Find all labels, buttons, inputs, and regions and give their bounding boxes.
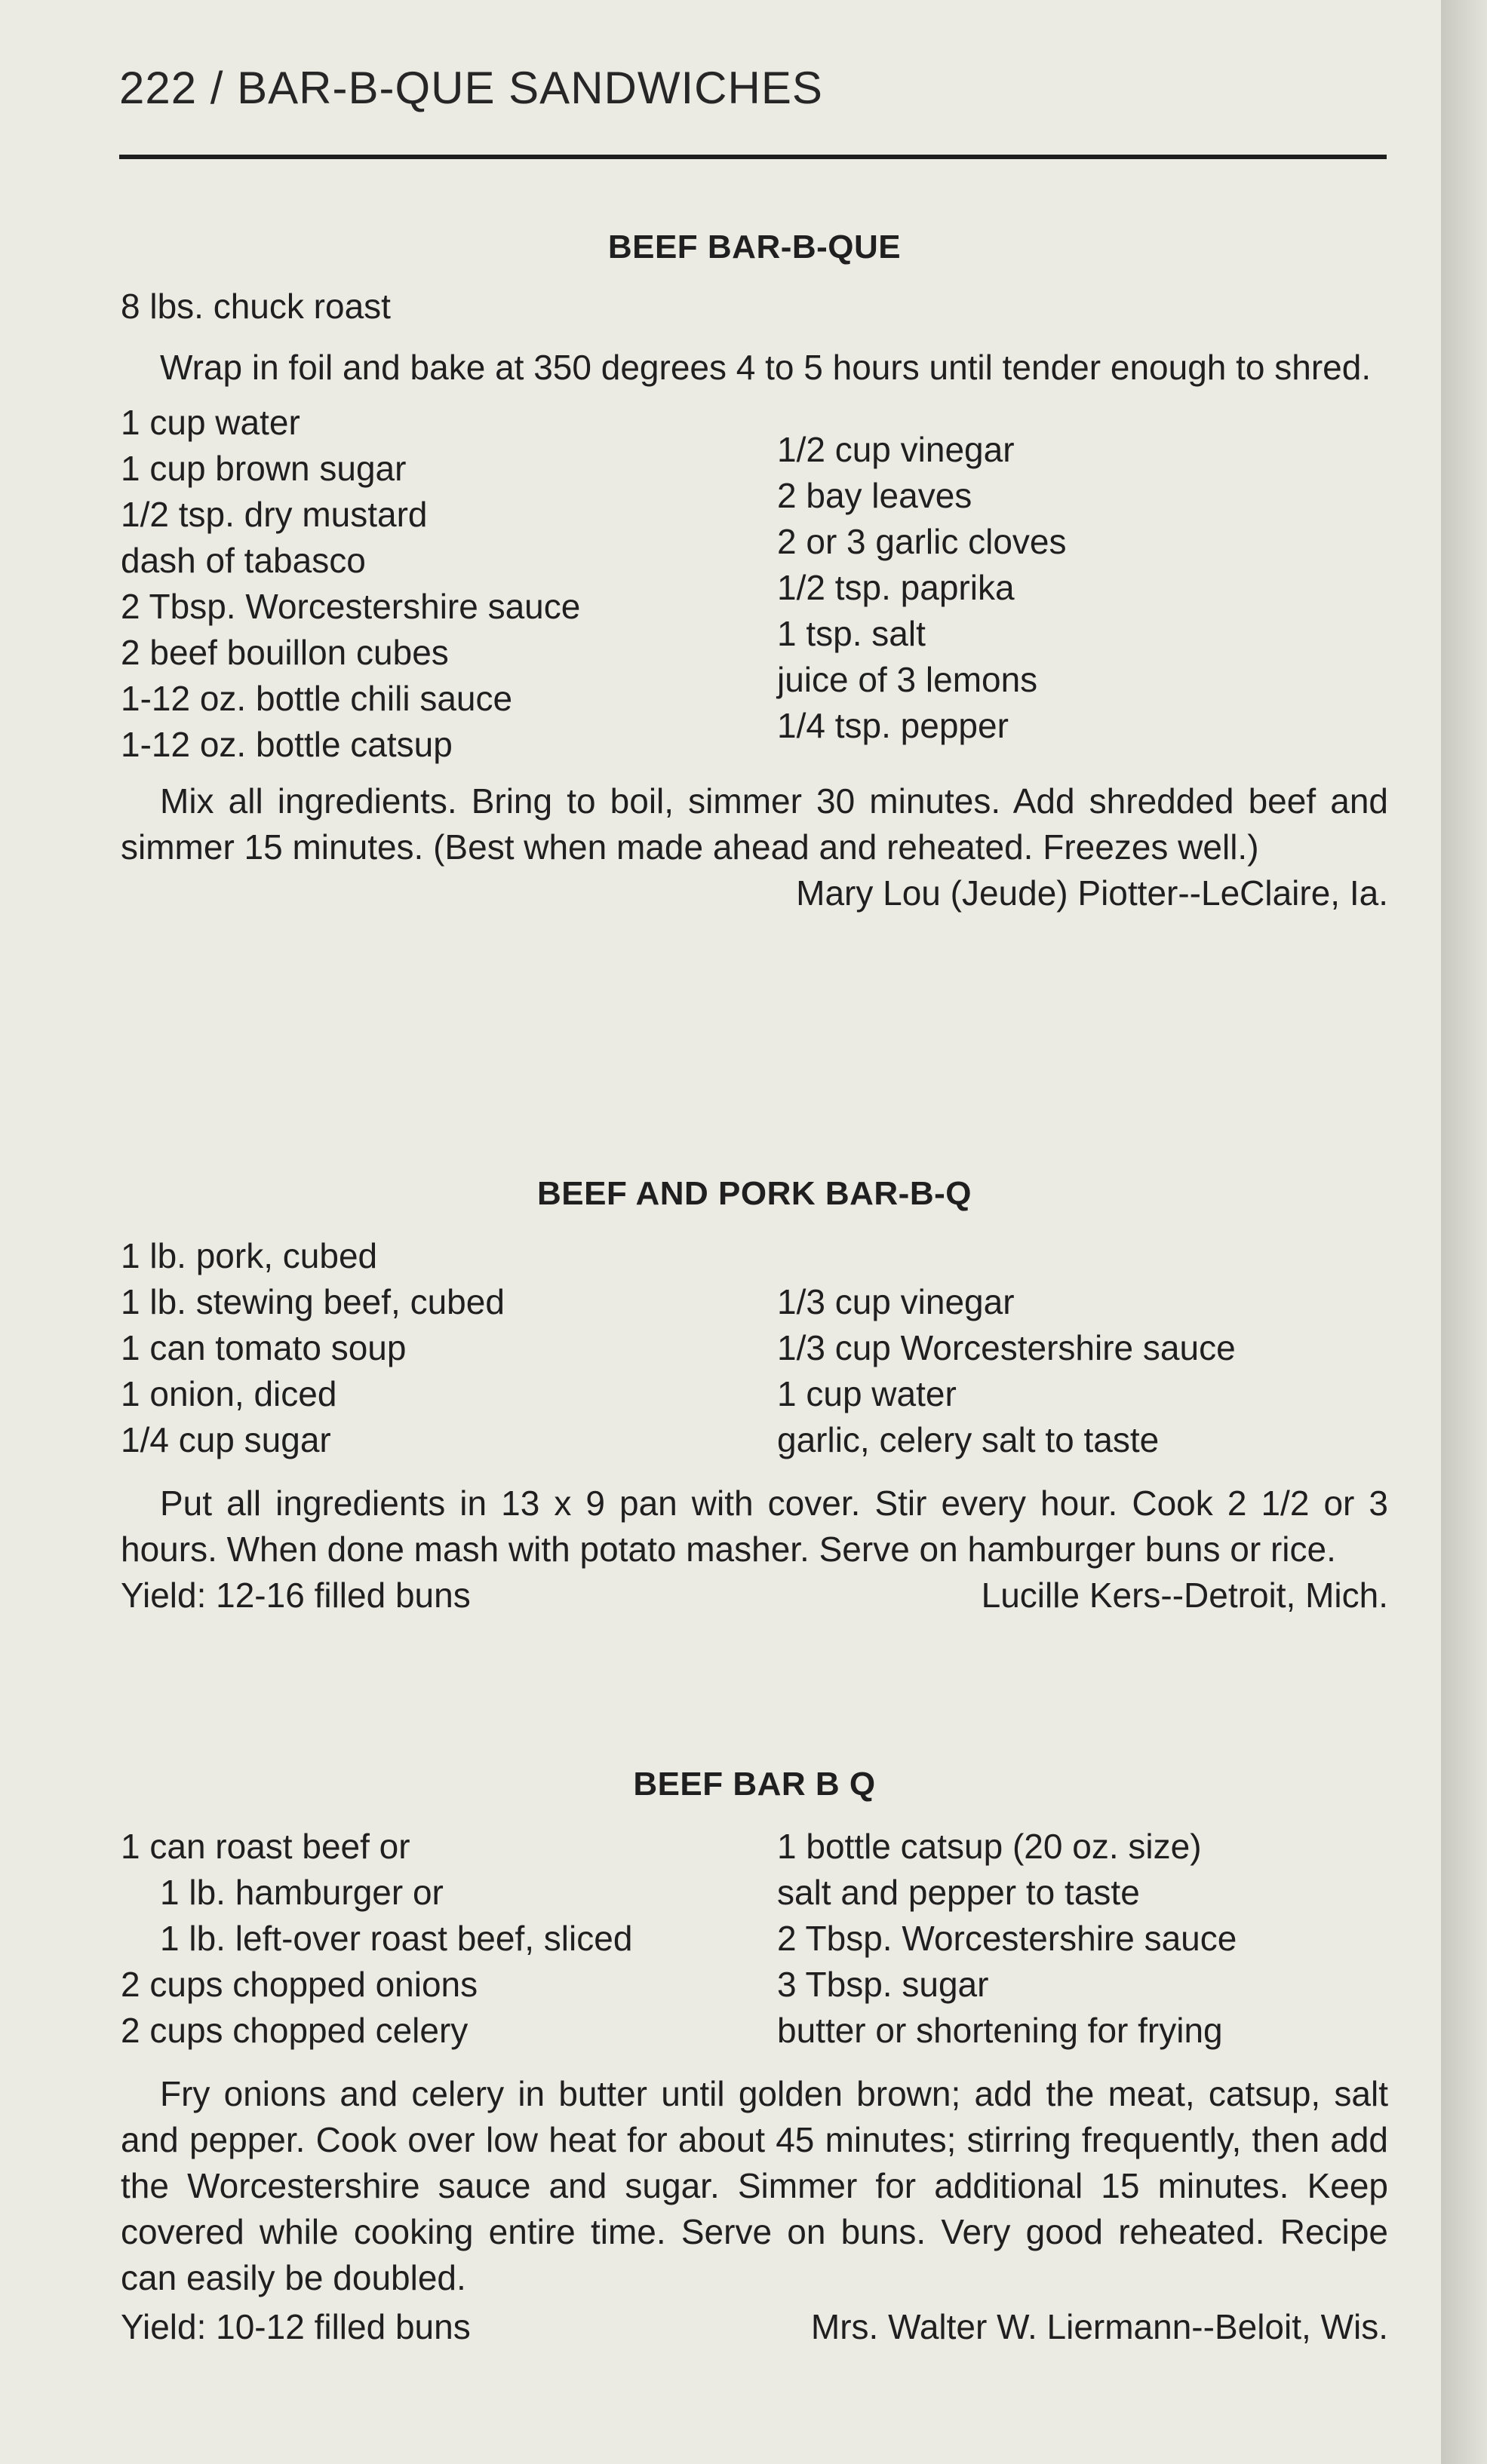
ingredient-line: 2 Tbsp. Worcestershire sauce bbox=[777, 1919, 1237, 1958]
ingredient-line: 1 lb. hamburger or bbox=[160, 1873, 444, 1912]
ingredient-list-left bbox=[121, 1233, 505, 1463]
ingredient-columns bbox=[121, 1233, 1388, 1467]
ingredient-list-left bbox=[121, 400, 580, 768]
ingredient-line: 1 cup water bbox=[777, 1374, 957, 1413]
ingredient-list-right bbox=[777, 1824, 1237, 2054]
ingredient-line: juice of 3 lemons bbox=[777, 660, 1038, 699]
ingredient-line: 1 cup water bbox=[121, 403, 300, 442]
recipe-title: BEEF BAR B Q bbox=[633, 1766, 876, 1803]
recipe-title: BEEF BAR-B-QUE bbox=[607, 229, 902, 265]
running-head: 222 / BAR-B-QUE SANDWICHES bbox=[119, 63, 823, 113]
ingredient-line: 1-12 oz. bottle chili sauce bbox=[121, 679, 513, 718]
ingredient-line: garlic, celery salt to taste bbox=[777, 1420, 1160, 1459]
yield-and-contributor bbox=[121, 2304, 1388, 2350]
ingredient-line: 1 bottle catsup (20 oz. size) bbox=[777, 1827, 1202, 1866]
ingredient-line: 1/4 cup sugar bbox=[121, 1420, 331, 1459]
recipe-instructions: Fry onions and celery in butter until golden brown; add the meat, catsup, salt and pepper. Cook over low heat for about 45 minutes; stirring frequently, then add the Worcestershire sauce and sugar. Simmer for additional 15 minutes. Keep covered while cooking entire time. Serve on buns. Very good reheated. Recipe can easily be doubled. bbox=[121, 2074, 1388, 2297]
ingredient-line: 2 or 3 garlic cloves bbox=[777, 522, 1067, 561]
ingredient-line: 1 tsp. salt bbox=[777, 614, 926, 653]
ingredient-line: 1-12 oz. bottle catsup bbox=[121, 725, 453, 764]
ingredient-line: 1 lb. pork, cubed bbox=[121, 1236, 378, 1275]
ingredient-list-left bbox=[121, 1824, 632, 2054]
recipe-yield: Yield: 10-12 filled buns bbox=[121, 2307, 471, 2346]
contributor: Mrs. Walter W. Liermann--Beloit, Wis. bbox=[810, 2307, 1388, 2346]
ingredient-line: 1/3 cup Worcestershire sauce bbox=[777, 1328, 1236, 1367]
ingredient-line: 1/2 tsp. dry mustard bbox=[121, 495, 428, 534]
ingredient-line: 1 lb. stewing beef, cubed bbox=[121, 1282, 505, 1321]
contributor: Lucille Kers--Detroit, Mich. bbox=[981, 1576, 1388, 1615]
ingredient-line: 2 cups chopped onions bbox=[121, 1965, 478, 2004]
ingredient-line: salt and pepper to taste bbox=[777, 1873, 1140, 1912]
ingredient-line: dash of tabasco bbox=[121, 541, 366, 580]
ingredient-columns bbox=[121, 400, 1388, 768]
recipe-yield: Yield: 12-16 filled buns bbox=[121, 1576, 471, 1615]
recipe-beef-bar-b-q bbox=[121, 1762, 1388, 2350]
recipe-instructions: Wrap in foil and bake at 350 degrees 4 to 5 hours until tender enough to shred. bbox=[160, 348, 1372, 387]
ingredient-line: butter or shortening for frying bbox=[777, 2011, 1223, 2050]
yield-and-contributor bbox=[121, 1573, 1388, 1619]
ingredient-line: 2 bay leaves bbox=[777, 476, 972, 515]
ingredient-line: 1/3 cup vinegar bbox=[777, 1282, 1015, 1321]
ingredient-line: 3 Tbsp. sugar bbox=[777, 1965, 989, 2004]
ingredient-line: 1/4 tsp. pepper bbox=[777, 706, 1009, 745]
ingredient-line: 2 cups chopped celery bbox=[121, 2011, 469, 2050]
ingredient-line: 1/2 tsp. paprika bbox=[777, 568, 1015, 607]
recipe-beef-bar-b-que bbox=[121, 225, 1388, 916]
ingredient-line: 1 onion, diced bbox=[121, 1374, 337, 1413]
ingredient-line: 1 cup brown sugar bbox=[121, 449, 407, 488]
recipe-instructions: Put all ingredients in 13 x 9 pan with cover. Stir every hour. Cook 2 1/2 or 3 hours. When done mash with potato masher. Serve on hamburger buns or rice. bbox=[121, 1484, 1388, 1569]
ingredient-line: 1 can tomato soup bbox=[121, 1328, 407, 1367]
ingredient-line: 1/2 cup vinegar bbox=[777, 430, 1015, 469]
ingredient-columns bbox=[121, 1824, 1388, 2057]
ingredient-line: 2 Tbsp. Worcestershire sauce bbox=[121, 587, 581, 626]
recipe-instructions: Mix all ingredients. Bring to boil, simmer 30 minutes. Add shredded beef and simmer 15 minutes. (Best when made ahead and reheated. Freezes well.) bbox=[121, 781, 1388, 867]
contributor: Mary Lou (Jeude) Piotter--LeClaire, Ia. bbox=[796, 873, 1388, 913]
ingredient-line: 1 can roast beef or bbox=[121, 1827, 410, 1866]
recipe-beef-and-pork-bar-b-q bbox=[121, 1171, 1388, 1619]
header-rule bbox=[119, 155, 1387, 159]
ingredient-list-right bbox=[777, 1279, 1236, 1463]
ingredient-list-right bbox=[777, 427, 1067, 749]
ingredient-line: 1 lb. left-over roast beef, sliced bbox=[160, 1919, 633, 1958]
recipe-title: BEEF AND PORK BAR-B-Q bbox=[537, 1175, 972, 1212]
page-edge-shadow bbox=[1441, 0, 1487, 2464]
ingredient-line: 2 beef bouillon cubes bbox=[121, 633, 449, 672]
ingredient-line: 8 lbs. chuck roast bbox=[121, 287, 391, 326]
